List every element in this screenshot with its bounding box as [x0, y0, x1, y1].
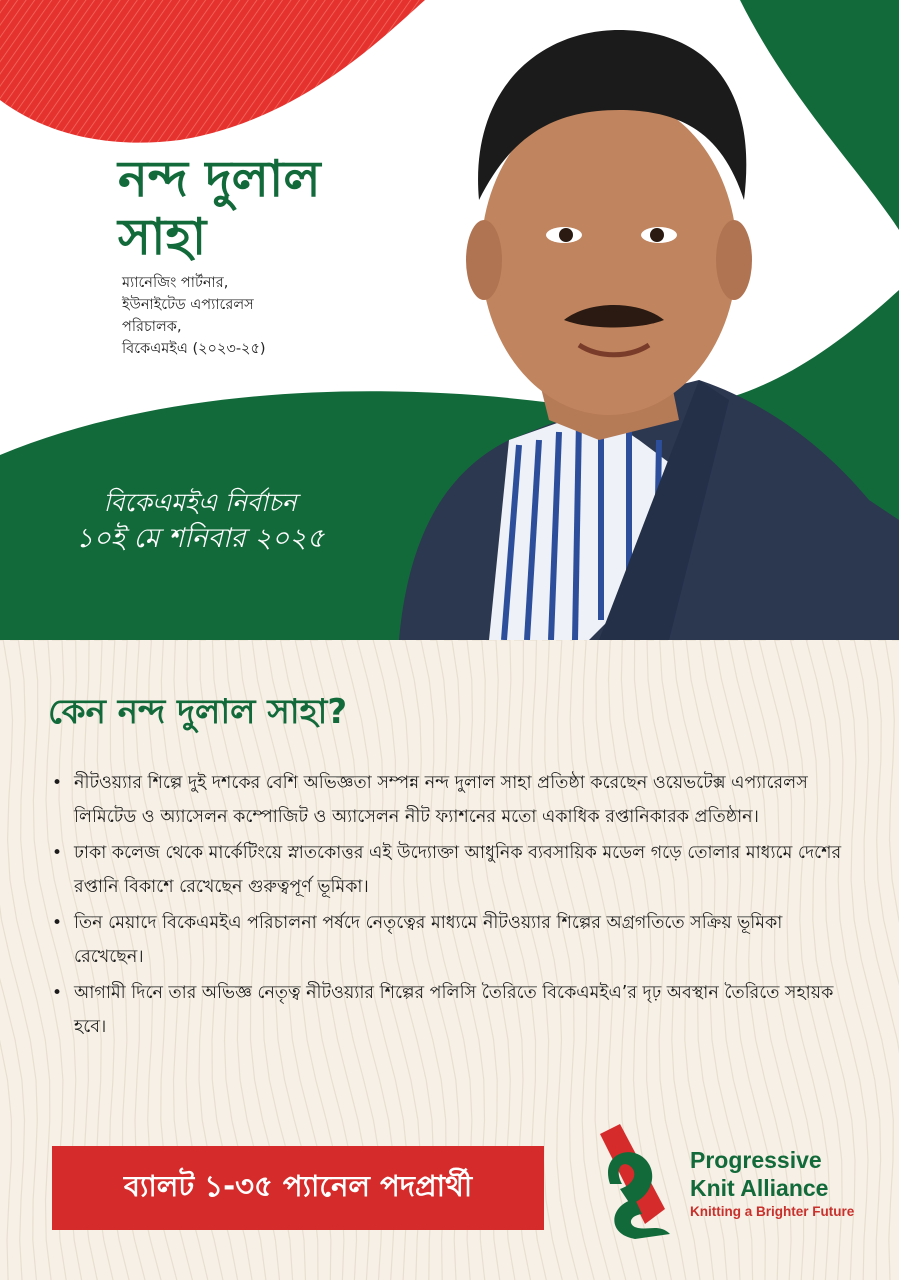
reason-text: ঢাকা কলেজ থেকে মার্কেটিংয়ে স্নাতকোত্তর এই উদ্যোক্তা আধুনিক ব্যবসায়িক মডেল গড়ে তোলার মাধ্যমে দেশের রপ্তানি বিকাশে রেখেছেন গুরুত্বপূর্ণ ভূমিকা।: [74, 843, 842, 897]
brand-name-line: Knit Alliance: [690, 1175, 829, 1201]
why-heading: কেন নন্দ দুলাল সাহা?: [48, 692, 348, 732]
election-info: [40, 486, 360, 558]
designation-line: বিকেএমইএ (২০২৩-২৫): [122, 341, 266, 357]
details-section: [0, 640, 899, 1280]
knot-logo-icon: [590, 1124, 685, 1244]
brand-block: [590, 1124, 880, 1244]
brand-name: [690, 1146, 828, 1202]
designation-line: ম্যানেজিং পার্টনার,: [122, 275, 229, 291]
list-item: [48, 836, 848, 904]
candidate-name: নন্দ দুলাল সাহা: [118, 150, 321, 266]
bullet-icon: •: [52, 843, 63, 863]
bullet-icon: •: [52, 913, 63, 933]
list-item: [48, 976, 848, 1044]
brand-tagline: Knitting a Brighter Future: [690, 1204, 855, 1219]
candidate-portrait: [339, 0, 899, 640]
candidate-designation: [122, 272, 382, 360]
reason-text: নীটওয়্যার শিল্পে দুই দশকের বেশি অভিজ্ঞতা সম্পন্ন নন্দ দুলাল সাহা প্রতিষ্ঠা করেছেন ওয়েভটেক্স এপ্যারেলস লিমিটেড ও অ্যাসেলন কম্পোজিট ও অ্যাসেলন নীট ফ্যাশনের মতো একাধিক রপ্তানিকারক প্রতিষ্ঠান।: [74, 773, 808, 827]
list-item: [48, 766, 848, 834]
brand-name-line: Progressive: [690, 1147, 822, 1173]
reason-text: তিন মেয়াদে বিকেএমইএ পরিচালনা পর্ষদে নেতৃত্বের মাধ্যমে নীটওয়্যার শিল্পের অগ্রগতিতে সক্রিয় ভূমিকা রেখেছেন।: [74, 913, 783, 967]
reason-text: আগামী দিনে তার অভিজ্ঞ নেতৃত্ব নীটওয়্যার শিল্পের পলিসি তৈরিতে বিকেএমইএ’র দৃঢ় অবস্থান তৈরিতে সহায়ক হবে।: [74, 983, 834, 1037]
ballot-panel-button[interactable]: ব্যালট ১-৩৫ প্যানেল পদপ্রার্থী: [52, 1146, 544, 1230]
bullet-icon: •: [52, 983, 63, 1003]
election-title: বিকেএমইএ নির্বাচন: [103, 488, 297, 517]
election-date: ১০ই মে শনিবার ২০২৫: [75, 523, 325, 554]
list-item: [48, 906, 848, 974]
reasons-list: [48, 766, 848, 1046]
designation-line: ইউনাইটেড এপ্যারেলস: [122, 297, 254, 313]
designation-line: পরিচালক,: [122, 319, 182, 335]
bullet-icon: •: [52, 773, 63, 793]
